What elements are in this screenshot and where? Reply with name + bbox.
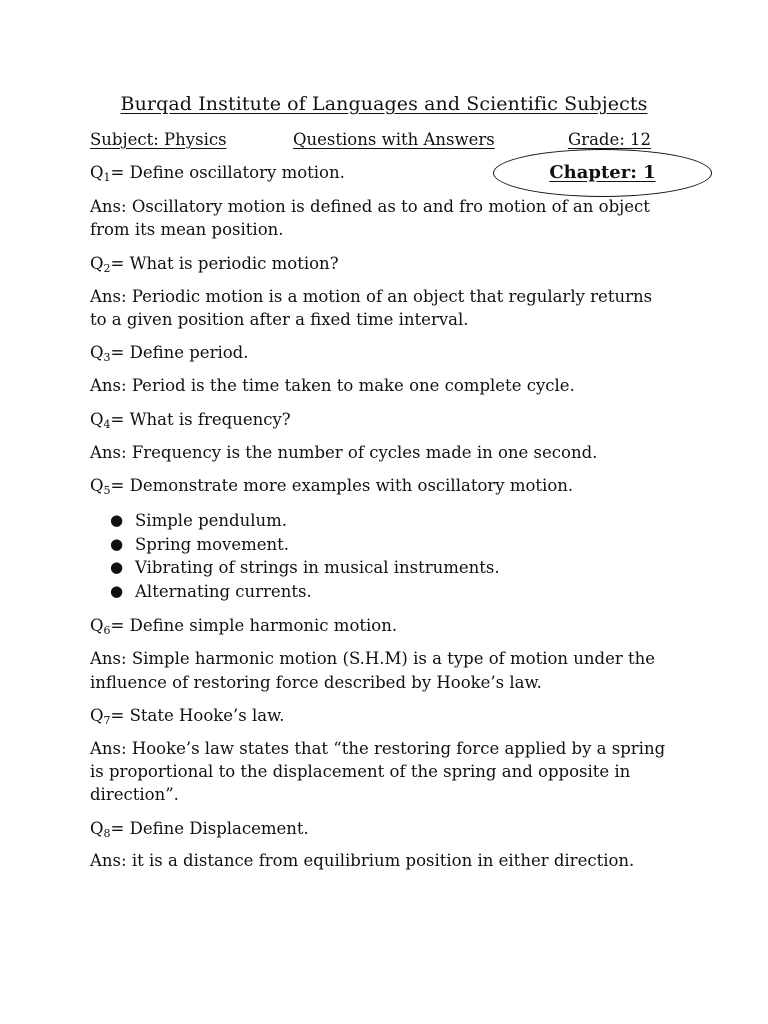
question-number: $Q_2$ (90, 254, 111, 275)
answer-6-line-1: Ans: Simple harmonic motion (S.H.M) is a type of motion under the (90, 649, 656, 668)
list-item: ● Simple pendulum. (108, 509, 500, 533)
question-5: $Q_5=$ Demonstrate more examples with oscillatory motion. (90, 476, 574, 497)
answer-1-line-1: Ans: Oscillatory motion is defined as to and fro motion of an object (90, 197, 650, 216)
answer-6-line-2: influence of restoring force described by Hooke’s law. (90, 673, 542, 692)
question-number: $Q_6$ (90, 616, 111, 637)
document-type-label: Questions with Answers (293, 130, 495, 149)
chapter-label: Chapter: 1 (549, 162, 656, 183)
bullet-icon: ● (110, 558, 124, 576)
question-1: $Q_1=$ Define oscillatory motion. (90, 163, 345, 184)
examples-list (108, 509, 500, 603)
subject-label: Subject: Physics (90, 130, 227, 149)
document-title: Burqad Institute of Languages and Scientific Subjects (120, 93, 648, 115)
answer-4-line-1: Ans: Frequency is the number of cycles made in one second. (90, 443, 598, 462)
question-number: $Q_7$ (90, 706, 111, 727)
question-number: $Q_8$ (90, 819, 111, 840)
answer-2-line-1: Ans: Periodic motion is a motion of an object that regularly returns (90, 287, 653, 306)
question-6: $Q_6=$ Define simple harmonic motion. (90, 616, 398, 637)
answer-1-line-2: from its mean position. (90, 220, 284, 239)
question-number: $Q_4$ (90, 410, 111, 431)
question-number: $Q_5$ (90, 476, 111, 497)
question-2: $Q_2=$ What is periodic motion? (90, 254, 339, 275)
answer-7-line-2: is proportional to the displacement of the spring and opposite in (90, 762, 631, 781)
question-number: $Q_3$ (90, 343, 111, 364)
list-item: ● Alternating currents. (108, 580, 500, 604)
answer-2-line-2: to a given position after a fixed time interval. (90, 310, 469, 329)
list-item: ● Vibrating of strings in musical instruments. (108, 556, 500, 580)
list-item: ● Spring movement. (108, 533, 500, 557)
grade-label: Grade: 12 (568, 130, 652, 149)
answer-8-line-1: Ans: it is a distance from equilibrium position in either direction. (90, 851, 635, 870)
question-7: $Q_7=$ State Hooke’s law. (90, 706, 285, 727)
bullet-icon: ● (110, 511, 124, 529)
question-8: $Q_8=$ Define Displacement. (90, 819, 309, 840)
bullet-icon: ● (110, 581, 124, 600)
question-number: $Q_1$ (90, 163, 111, 184)
question-4: $Q_4=$ What is frequency? (90, 410, 291, 431)
answer-7-line-3: direction”. (90, 785, 179, 804)
answer-3-line-1: Ans: Period is the time taken to make one complete cycle. (90, 376, 575, 395)
answer-7-line-1: Ans: Hooke’s law states that “the restoring force applied by a spring (90, 739, 666, 758)
bullet-icon: ● (110, 534, 124, 553)
question-3: $Q_3=$ Define period. (90, 343, 249, 364)
